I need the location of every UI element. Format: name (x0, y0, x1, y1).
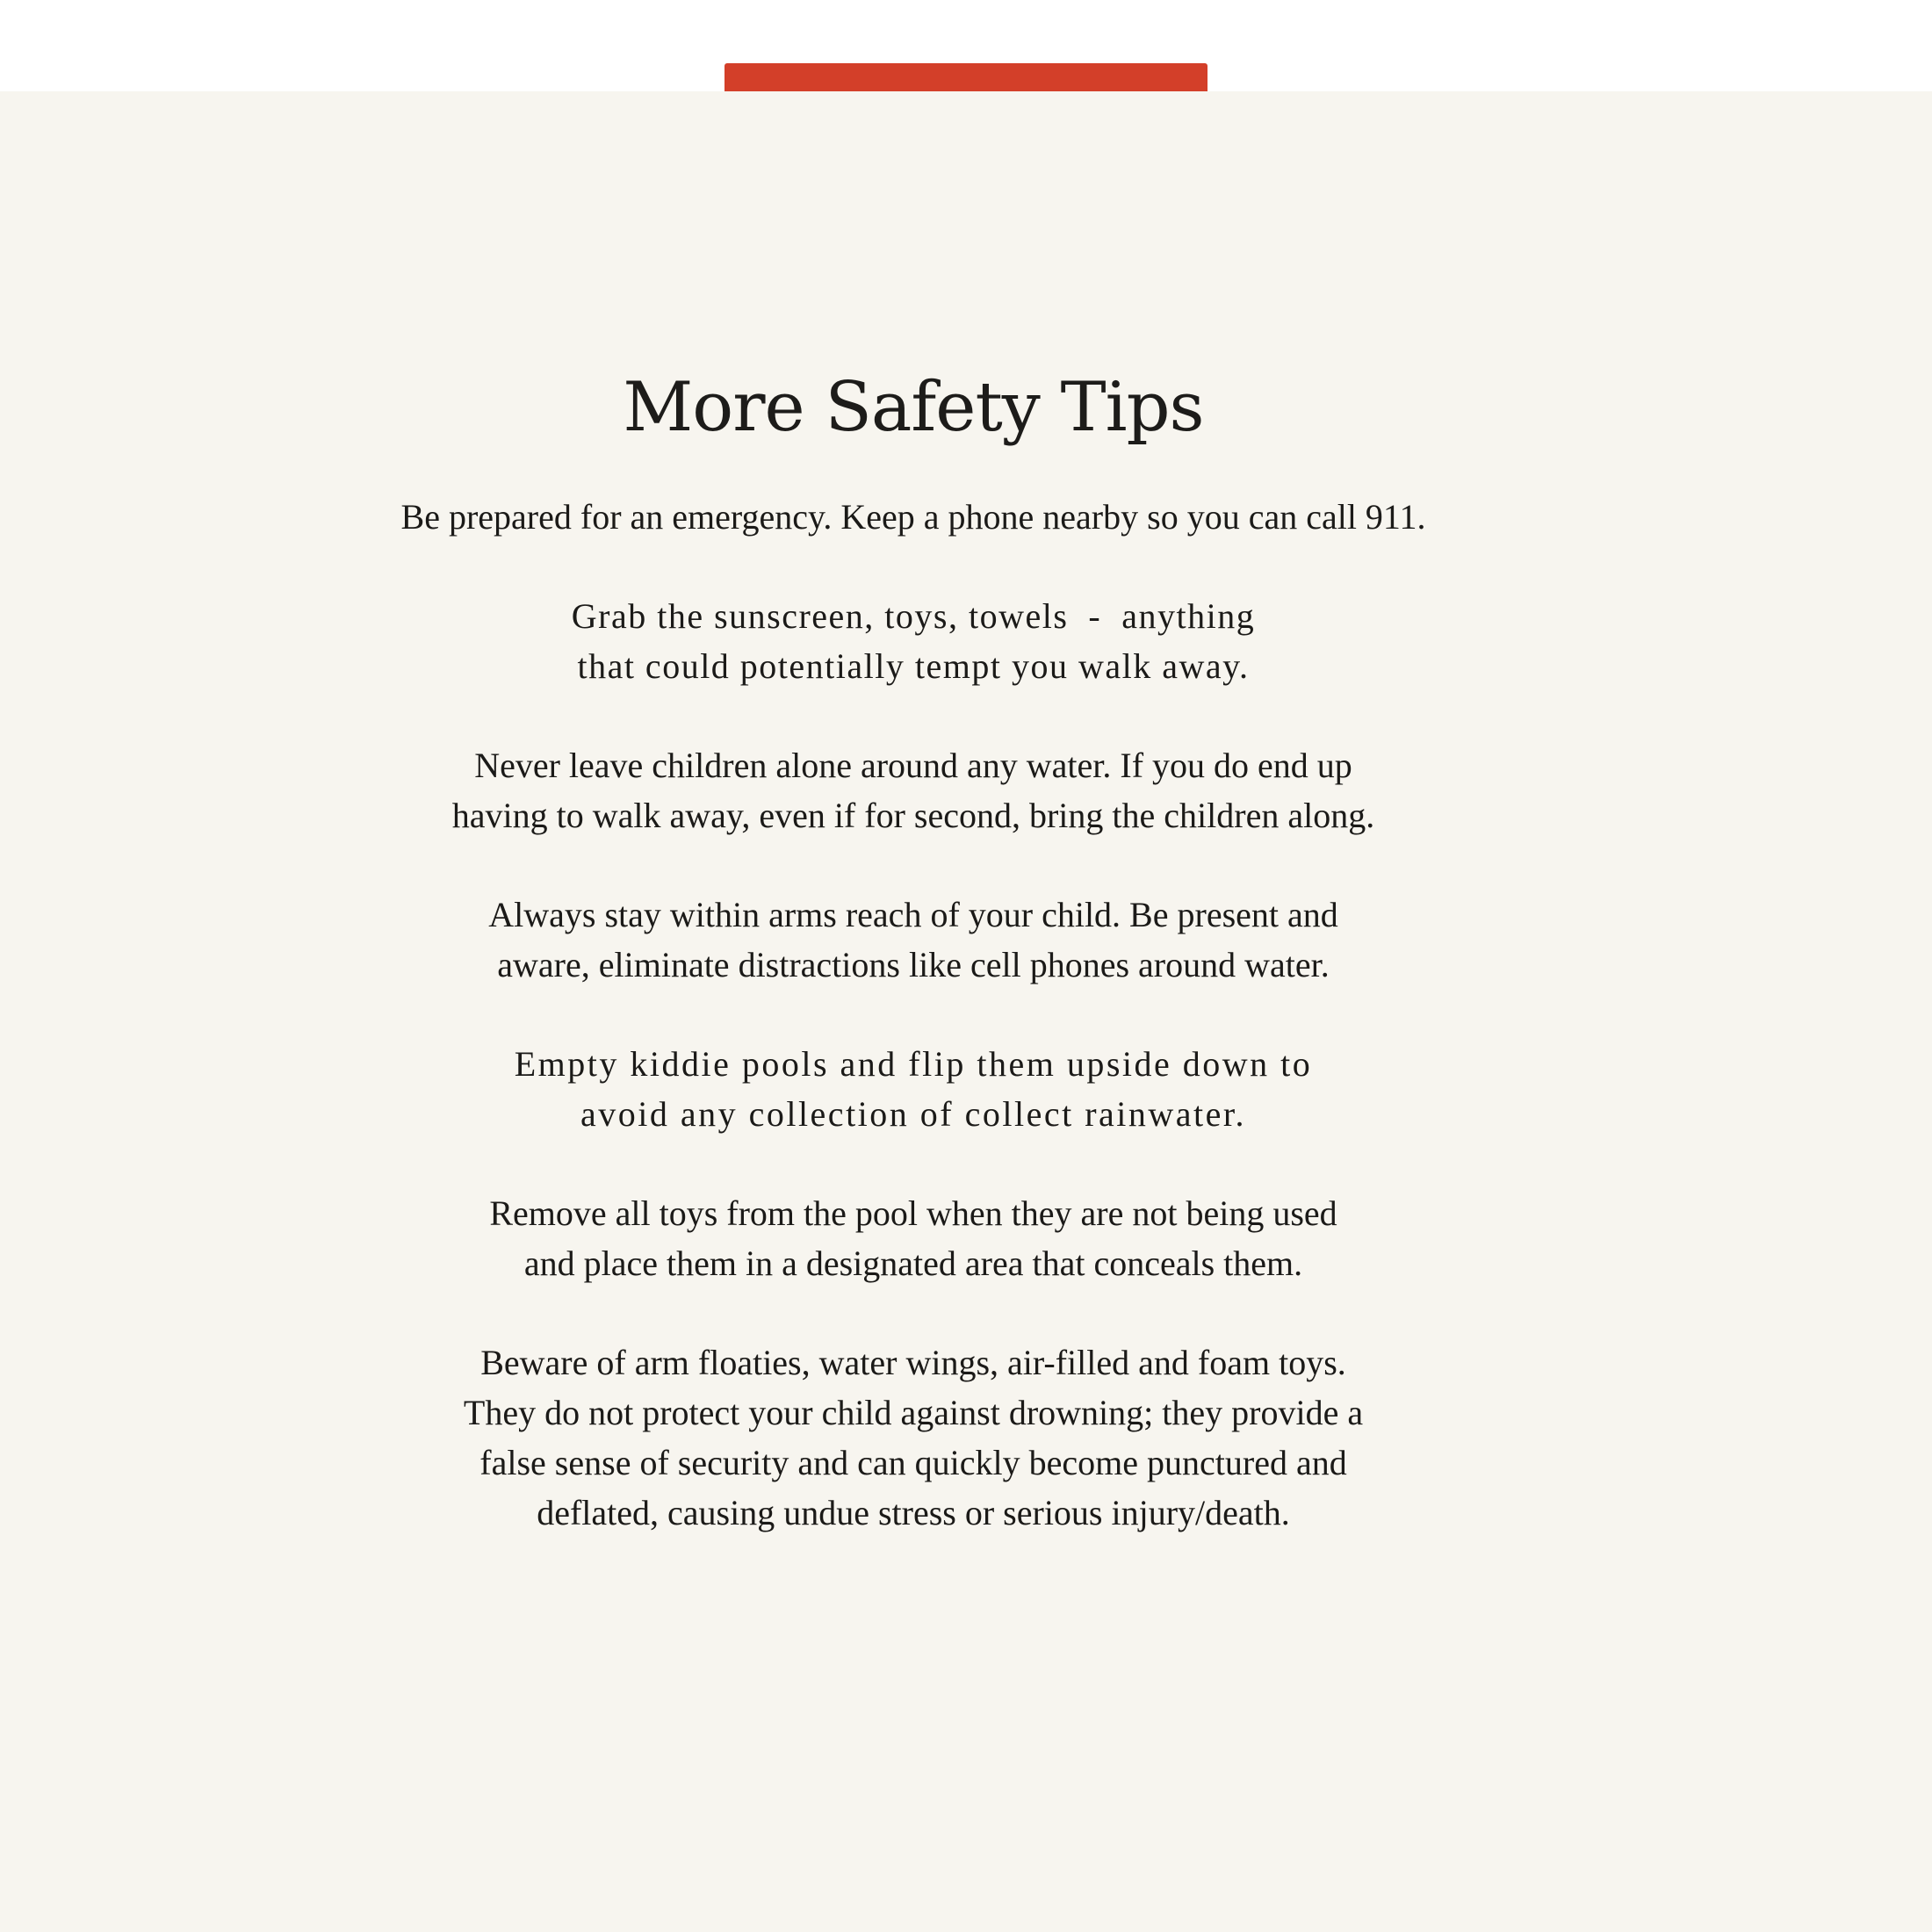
tip-line: having to walk away, even if for second, bring the children along. (451, 795, 1375, 835)
tip-grab-items (263, 591, 1563, 691)
tip-line: Always stay within arms reach of your child. Be present and (488, 894, 1338, 934)
tip-line: Remove all toys from the pool when they are not being used (489, 1193, 1337, 1233)
tip-line: and place them in a designated area that conceals them. (523, 1243, 1303, 1283)
tip-never-leave-children (263, 740, 1563, 840)
safety-tips-section (263, 369, 1563, 1587)
tip-floaties (263, 1337, 1563, 1538)
tip-line: aware, eliminate distractions like cell phones around water. (497, 944, 1330, 984)
tip-line: deflated, causing undue stress or serious injury/death. (537, 1492, 1290, 1532)
accent-tab (724, 63, 1208, 91)
tip-line: Beware of arm floaties, water wings, air-filled and foam toys. (480, 1342, 1346, 1382)
tip-line: Never leave children alone around any water. If you do end up (474, 745, 1352, 785)
tip-line: false sense of security and can quickly become punctured and (479, 1442, 1347, 1482)
tip-line: Grab the sunscreen, toys, towels - anything (571, 595, 1256, 636)
page-title: More Safety Tips (623, 368, 1204, 447)
tip-line: Be prepared for an emergency. Keep a phone nearby so you can call 911. (400, 496, 1426, 537)
tip-line: that could potentially tempt you walk away. (577, 645, 1250, 686)
tip-emergency (263, 492, 1563, 542)
tip-line: avoid any collection of collect rainwater. (580, 1093, 1247, 1134)
tip-line: They do not protect your child against drowning; they provide a (463, 1392, 1364, 1432)
tip-remove-toys (263, 1188, 1563, 1288)
tip-arms-reach (263, 890, 1563, 990)
tip-kiddie-pools (263, 1039, 1563, 1139)
tip-line: Empty kiddie pools and flip them upside down to (514, 1043, 1313, 1084)
